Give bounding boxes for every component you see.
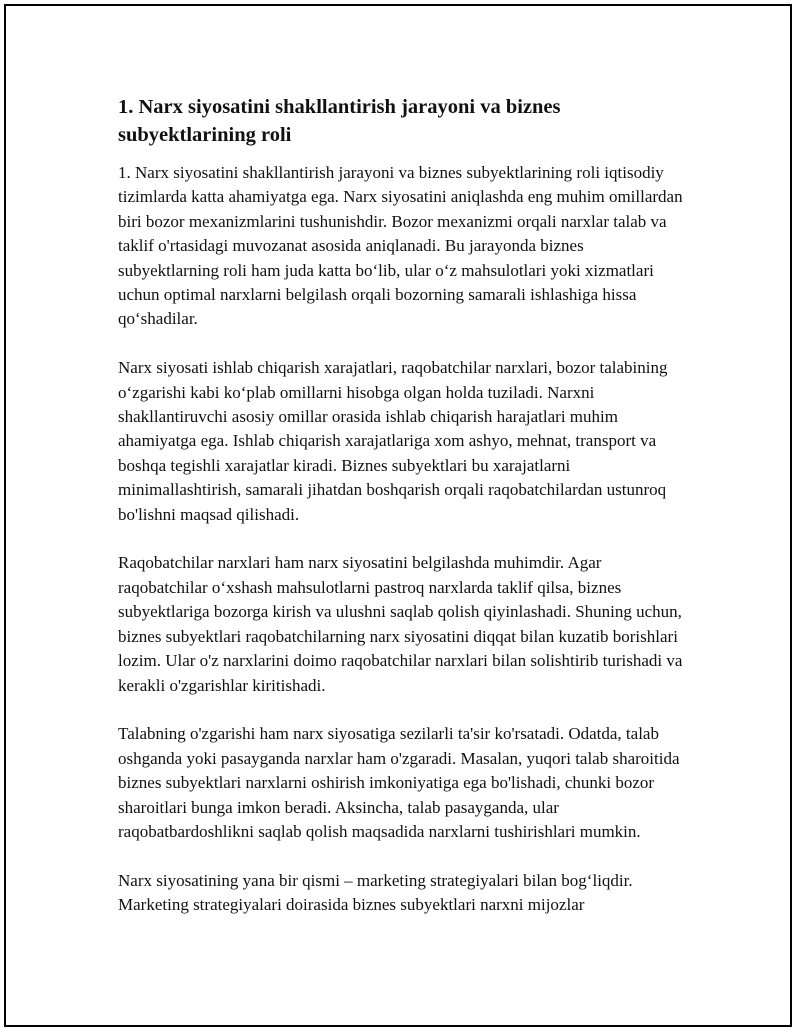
paragraph-1: 1. Narx siyosatini shakllantirish jarayoni va biznes subyektlarining roli iqtisodiy tizimlarda katta ahamiyatga ega. Narx siyosatini aniqlashda eng muhim omillardan biri bozor mexanizmlarini tushunishdir. Bozor mexanizmi orqali narxlar talab va taklif o'rtasidagi muvozanat asosida aniqlanadi. Bu jarayonda biznes subyektlarning roli ham juda katta bo‘lib, ular o‘z mahsulotlari yoki xizmatlari uchun optimal narxlarni belgilash orqali bozorning samarali ishlashiga hissa qo‘shadilar. [118, 163, 683, 329]
paragraph-3: Raqobatchilar narxlari ham narx siyosatini belgilashda muhimdir. Agar raqobatchilar o‘xshash mahsulotlarni pastroq narxlarda taklif qilsa, biznes subyektlariga bozorga kirish va ulushni saqlab qolish qiyinlashadi. Shuning uchun, biznes subyektlari raqobatchilarning narx siyosatini diqqat bilan kuzatib borishlari lozim. Ular o'z narxlarini doimo raqobatchilar narxlari bilan solishtirib turishadi va kerakli o'zgarishlar kiritishadi. [118, 553, 683, 695]
section-heading: 1. Narx siyosatini shakllantirish jarayoni va biznes subyektlarining roli [118, 96, 561, 146]
paragraph-5: Narx siyosatining yana bir qismi – marketing strategiyalari bilan bog‘liqdir. Marketing strategiyalari doirasida biznes subyektlari narxni mijozlar [118, 870, 633, 915]
paragraph-2: Narx siyosati ishlab chiqarish xarajatlari, raqobatchilar narxlari, bozor talabining o‘zgarishi kabi ko‘plab omillarni hisobga olgan holda tuziladi. Narxni shakllantiruvchi asosiy omillar orasida ishlab chiqarish harajatlari muhim ahamiyatga ega. Ishlab chiqarish xarajatlariga xom ashyo, mehnat, transport va boshqa tegishli xarajatlar kiradi. Biznes subyektlari bu xarajatlarni minimallashtirish, samarali jihatdan boshqarish orqali raqobatchilardan ustunroq bo'lishni maqsad qilishadi. [118, 358, 668, 524]
document-body [118, 93, 688, 942]
paragraph-4: Talabning o'zgarishi ham narx siyosatiga sezilarli ta'sir ko'rsatadi. Odatda, talab oshganda yoki pasayganda narxlar ham o'zgaradi. Masalan, yuqori talab sharoitida biznes subyektlari narxlarni oshirish imkoniyatiga ega bo'lishadi, chunki bozor sharoitlari bunga imkon beradi. Aksincha, talab pasayganda, ular raqobatbardoshlikni saqlab qolish maqsadida narxlarni tushirishlari mumkin. [118, 724, 680, 841]
